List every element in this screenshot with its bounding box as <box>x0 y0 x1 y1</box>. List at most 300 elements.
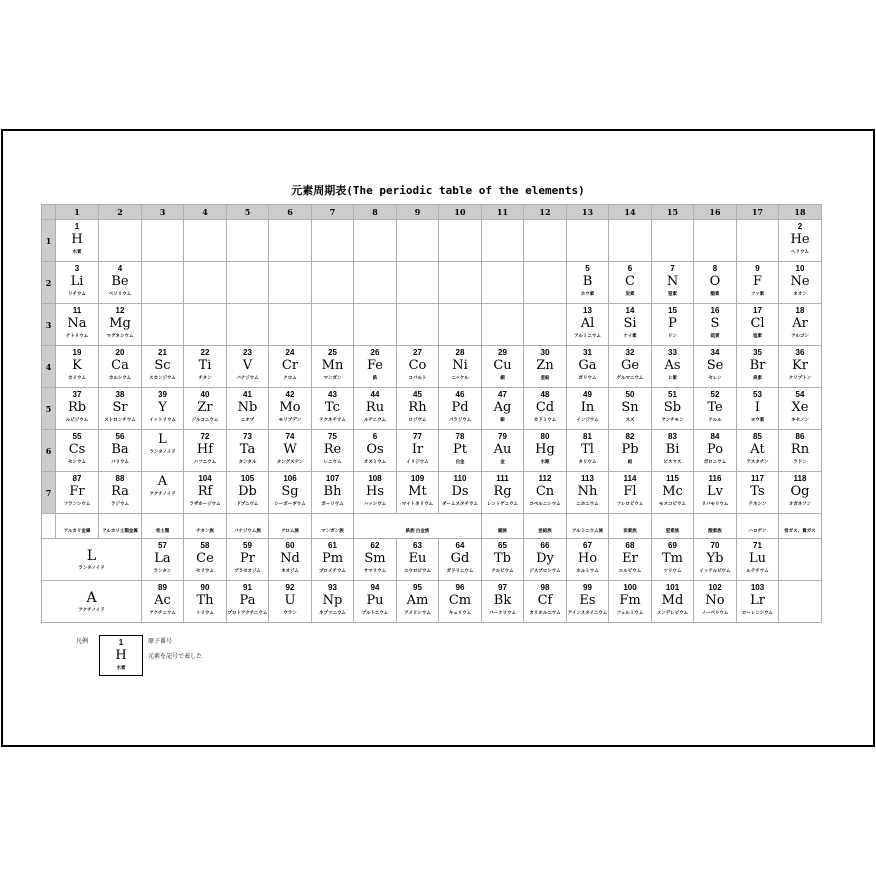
element-symbol: La <box>154 551 171 566</box>
element-symbol: Ds <box>451 484 469 499</box>
atomic-number: 94 <box>370 583 380 592</box>
element-symbol: Ti <box>198 358 212 373</box>
element-symbol: Ni <box>452 358 468 373</box>
element-name: 銀 <box>500 417 505 422</box>
element-cell <box>439 388 482 430</box>
element-cell <box>269 388 312 430</box>
legend-label: 凡例 <box>76 638 89 645</box>
element-symbol: Os <box>366 442 384 457</box>
element-symbol: Nb <box>237 400 258 415</box>
element-symbol: Sb <box>663 400 682 415</box>
atomic-number: 79 <box>498 432 507 441</box>
element-cell <box>652 581 694 623</box>
group-header: 8 <box>354 205 397 220</box>
atomic-number: 22 <box>200 348 210 357</box>
group-header: 16 <box>694 205 737 220</box>
atomic-number: 114 <box>623 474 637 483</box>
element-cell <box>354 581 397 623</box>
element-name: カリホルニウム <box>529 610 561 615</box>
element-symbol: At <box>750 442 765 457</box>
period-header: 7 <box>42 472 56 514</box>
element-name: ローレンシウム <box>741 610 774 615</box>
element-symbol: Re <box>323 442 342 457</box>
group-header: 15 <box>652 205 694 220</box>
element-name: ラドン <box>793 459 807 464</box>
element-name: フェルミウム <box>616 610 644 615</box>
element-cell <box>524 220 567 262</box>
element-name: テクネチウム <box>319 417 346 422</box>
element-symbol: Ir <box>411 442 424 457</box>
element-cell <box>142 220 184 262</box>
element-symbol: Eu <box>408 551 427 566</box>
element-cell <box>99 346 142 388</box>
element-cell <box>142 581 184 623</box>
element-cell <box>439 262 482 304</box>
blank-cell <box>42 514 56 539</box>
element-name: マグネシウム <box>106 333 134 338</box>
group-header: 6 <box>269 205 312 220</box>
group-name-cell <box>56 514 99 539</box>
atomic-number: 20 <box>115 348 125 357</box>
group-name-cell <box>99 514 142 539</box>
element-cell <box>397 346 439 388</box>
element-cell <box>354 539 397 581</box>
group-header: 18 <box>779 205 822 220</box>
atomic-number: 26 <box>370 348 380 357</box>
element-cell <box>142 472 184 514</box>
element-symbol: Cn <box>535 484 555 499</box>
element-symbol: O <box>709 274 721 289</box>
atomic-number: 31 <box>583 348 592 357</box>
element-name: フランシウム <box>63 501 91 506</box>
atomic-number: 97 <box>498 583 507 592</box>
atomic-number: 88 <box>115 474 125 483</box>
atomic-number: 112 <box>538 474 552 483</box>
element-symbol: Sr <box>112 400 128 415</box>
period-header: 1 <box>42 220 56 262</box>
element-cell <box>737 430 779 472</box>
element-name: スカンジウム <box>149 375 176 380</box>
atomic-number: 87 <box>72 474 82 483</box>
legend-sample-cell <box>99 635 143 676</box>
atomic-number: 64 <box>455 541 465 550</box>
element-symbol: Np <box>322 593 343 608</box>
blank-cell <box>779 539 822 581</box>
element-name: アルゴン <box>791 333 809 338</box>
atomic-number: 29 <box>498 348 507 357</box>
atomic-number: 52 <box>710 390 720 399</box>
element-symbol: Y <box>158 400 167 415</box>
atomic-number: 92 <box>285 583 295 592</box>
element-cell <box>184 430 227 472</box>
element-name: タンタル <box>238 459 257 464</box>
element-symbol: Pd <box>451 400 469 415</box>
element-symbol: Lv <box>707 484 723 499</box>
element-cell <box>524 539 567 581</box>
element-cell <box>142 388 184 430</box>
atomic-number: 109 <box>410 474 425 483</box>
element-symbol: Au <box>493 442 512 457</box>
legend-symbol: H <box>115 648 127 663</box>
element-name: ジルコニウム <box>191 417 219 422</box>
element-name: モリブデン <box>278 417 302 422</box>
group-name: 鉄族 白金族 <box>405 527 430 533</box>
element-cell <box>269 346 312 388</box>
group-name: 窒素族 <box>665 527 680 533</box>
element-cell <box>397 430 439 472</box>
element-symbol: Es <box>579 593 596 608</box>
element-symbol: Pa <box>239 593 256 608</box>
element-symbol: Ta <box>239 442 256 457</box>
element-cell <box>56 304 99 346</box>
atomic-number: 43 <box>328 390 337 399</box>
header-corner <box>42 205 56 220</box>
atomic-number: 70 <box>710 541 720 550</box>
element-name: ゲルマニウム <box>616 375 644 380</box>
element-name: プルトニウム <box>361 610 389 615</box>
element-cell <box>439 220 482 262</box>
atomic-number: 8 <box>712 264 718 273</box>
element-name: ラザホージウム <box>189 501 221 506</box>
element-symbol: Ba <box>111 442 129 457</box>
element-cell <box>56 430 99 472</box>
atomic-number: 50 <box>625 390 635 399</box>
group-name-cell <box>779 514 822 539</box>
element-name: ハッシウム <box>363 501 387 506</box>
element-symbol: Br <box>749 358 766 373</box>
element-cell <box>694 262 737 304</box>
atomic-number: 83 <box>668 432 677 441</box>
element-cell <box>737 472 779 514</box>
group-name: 希土類 <box>155 527 170 533</box>
element-cell <box>609 472 652 514</box>
element-cell <box>779 262 822 304</box>
atomic-number: 82 <box>625 432 635 441</box>
element-cell <box>737 539 779 581</box>
atomic-number: 48 <box>540 390 550 399</box>
element-symbol: Cs <box>68 442 86 457</box>
element-name: 水銀 <box>540 459 550 464</box>
group-name: 酸素族 <box>708 527 722 533</box>
element-name: ドブニウム <box>236 501 259 506</box>
atomic-number: 58 <box>200 541 210 550</box>
actinides-label-cell <box>42 581 142 623</box>
group-name: ハロゲン <box>748 527 767 533</box>
element-name: ガドリニウム <box>446 568 474 573</box>
element-cell <box>482 220 524 262</box>
group-name-cell <box>482 514 524 539</box>
element-symbol: Ca <box>111 358 129 373</box>
element-name: ストロンチウム <box>104 417 136 422</box>
element-name: カリウム <box>68 375 86 380</box>
element-name: レントゲニウム <box>486 501 519 506</box>
element-symbol: Tl <box>581 442 594 457</box>
element-name: プロメチウム <box>319 568 346 573</box>
element-cell <box>269 430 312 472</box>
element-symbol: Na <box>67 316 87 331</box>
atomic-number: 63 <box>413 541 422 550</box>
atomic-number: 6 <box>372 432 378 441</box>
atomic-number: 38 <box>115 390 125 399</box>
group-name-cell <box>142 514 184 539</box>
element-cell <box>312 346 354 388</box>
group-name: 銅族 <box>498 527 507 533</box>
element-symbol: Zn <box>536 358 554 373</box>
element-cell <box>567 220 609 262</box>
element-cell <box>524 304 567 346</box>
element-cell <box>482 262 524 304</box>
group-header: 2 <box>99 205 142 220</box>
group-name-cell <box>269 514 312 539</box>
element-name: 塩素 <box>753 333 762 338</box>
element-symbol: Cm <box>448 593 472 608</box>
element-symbol: Hg <box>535 442 555 457</box>
element-cell <box>354 262 397 304</box>
element-name: 硫黄 <box>710 333 720 338</box>
atomic-number: 14 <box>625 306 635 315</box>
element-symbol: Hs <box>365 484 384 499</box>
atomic-number: 3 <box>74 264 80 273</box>
element-symbol: Rn <box>790 442 810 457</box>
element-symbol: Ge <box>620 358 640 373</box>
group-name: クロム族 <box>281 527 299 533</box>
element-symbol: Mc <box>662 484 683 499</box>
lanthanides-label-symbol: L <box>86 548 97 564</box>
element-name: ツリウム <box>663 568 682 573</box>
element-symbol: Kr <box>792 358 808 373</box>
element-name: ランタノイド <box>149 449 176 454</box>
element-name: エルビウム <box>618 568 642 573</box>
group-name: チタン族 <box>196 527 214 533</box>
element-cell <box>439 304 482 346</box>
element-cell <box>227 220 269 262</box>
group-name: バナジウム族 <box>234 527 261 533</box>
element-name: ホルミウム <box>576 568 599 573</box>
element-symbol: Ga <box>578 358 597 373</box>
element-cell <box>737 304 779 346</box>
element-name: 鉄 <box>372 375 378 380</box>
element-name: 臭素 <box>753 375 762 380</box>
actinides-label-name: アクチノイド <box>78 607 105 612</box>
element-symbol: K <box>72 358 82 373</box>
atomic-number: 98 <box>540 583 550 592</box>
element-symbol: Zr <box>197 400 213 415</box>
group-header: 4 <box>184 205 227 220</box>
element-cell <box>567 472 609 514</box>
atomic-number: 115 <box>666 474 679 483</box>
atomic-number: 41 <box>243 390 252 399</box>
element-symbol: Md <box>661 593 684 608</box>
atomic-number: 108 <box>368 474 382 483</box>
element-cell <box>609 539 652 581</box>
element-cell <box>184 388 227 430</box>
element-name: プラセオジム <box>234 568 261 573</box>
element-cell <box>354 472 397 514</box>
period-header: 2 <box>42 262 56 304</box>
element-name: オスミウム <box>363 459 387 464</box>
element-name: カルシウム <box>108 375 132 380</box>
group-header: 3 <box>142 205 184 220</box>
element-symbol: Pr <box>240 551 255 566</box>
atomic-number: 6 <box>627 264 633 273</box>
element-name: ヒ素 <box>668 375 677 380</box>
element-symbol: Tc <box>325 400 340 415</box>
element-name: シーボーギウム <box>274 501 306 506</box>
element-symbol: Te <box>707 400 723 415</box>
atomic-number: 95 <box>413 583 422 592</box>
atomic-number: 54 <box>795 390 805 399</box>
element-symbol: Mg <box>109 316 131 331</box>
element-symbol: Tb <box>494 551 511 566</box>
element-cell <box>227 581 269 623</box>
blank-cell <box>779 581 822 623</box>
group-name-cell <box>694 514 737 539</box>
element-name: ネオン <box>793 291 807 296</box>
atomic-number: 67 <box>583 541 592 550</box>
element-cell <box>312 262 354 304</box>
element-cell <box>56 388 99 430</box>
element-symbol: Sn <box>621 400 639 415</box>
element-symbol: Ho <box>577 551 598 566</box>
element-symbol: He <box>790 232 810 247</box>
element-cell <box>652 430 694 472</box>
element-name: テルビウム <box>491 568 514 573</box>
element-name: コバルト <box>408 375 427 380</box>
element-cell <box>397 220 439 262</box>
element-name: コペルニシウム <box>529 501 561 506</box>
atomic-number: 11 <box>72 306 82 315</box>
element-name: ネオジム <box>281 568 299 573</box>
element-name: イリジウム <box>406 459 429 464</box>
element-symbol: Nd <box>280 551 300 566</box>
atomic-number: 116 <box>708 474 722 483</box>
element-name: アメリシウム <box>404 610 431 615</box>
element-symbol: Rh <box>408 400 427 415</box>
element-name: イッテルビウム <box>699 568 731 573</box>
element-cell <box>312 430 354 472</box>
element-name: ホウ素 <box>580 291 595 296</box>
page-title: 元素周期表(The periodic table of the elements) <box>291 184 585 197</box>
atomic-number: 9 <box>755 264 760 273</box>
group-name-cell <box>184 514 227 539</box>
element-cell <box>397 581 439 623</box>
element-cell <box>142 346 184 388</box>
element-symbol: Ne <box>790 274 810 289</box>
element-name: ポロニウム <box>703 459 727 464</box>
element-symbol: Bk <box>493 593 512 608</box>
atomic-number: 93 <box>328 583 337 592</box>
element-symbol: P <box>668 316 677 331</box>
element-symbol: Mt <box>408 484 427 499</box>
element-name: リン <box>668 333 677 338</box>
element-name: キセノン <box>791 417 809 422</box>
atomic-number: 16 <box>710 306 720 315</box>
element-symbol: Cu <box>493 358 512 373</box>
element-symbol: Ce <box>196 551 214 566</box>
element-name: レニウム <box>323 459 342 464</box>
element-name: ネプツニウム <box>319 610 346 615</box>
atomic-number: 113 <box>581 474 594 483</box>
element-symbol: Tm <box>662 551 683 566</box>
element-name: マイトネリウム <box>401 501 434 506</box>
element-name: イットリウム <box>149 417 176 422</box>
element-cell <box>652 220 694 262</box>
element-symbol: Ts <box>750 484 765 499</box>
element-symbol: Lu <box>748 551 766 566</box>
element-cell <box>524 430 567 472</box>
atomic-number: 56 <box>115 432 125 441</box>
element-cell <box>184 539 227 581</box>
element-symbol: Rf <box>197 484 213 499</box>
element-cell <box>312 388 354 430</box>
element-cell <box>227 262 269 304</box>
element-cell <box>737 581 779 623</box>
element-cell <box>184 262 227 304</box>
element-name: ガリウム <box>578 375 597 380</box>
element-cell <box>482 430 524 472</box>
group-name-cell <box>567 514 609 539</box>
period-header: 6 <box>42 430 56 472</box>
element-name: オガネソン <box>788 501 812 506</box>
atomic-number: 12 <box>115 306 125 315</box>
element-cell <box>609 581 652 623</box>
atomic-number: 62 <box>370 541 380 550</box>
atomic-number: 21 <box>158 348 167 357</box>
element-cell <box>694 472 737 514</box>
atomic-number: 28 <box>455 348 465 357</box>
element-symbol: Ag <box>493 400 512 415</box>
element-cell <box>609 220 652 262</box>
legend-name: 水素 <box>116 665 126 670</box>
element-cell <box>269 220 312 262</box>
element-cell <box>184 581 227 623</box>
group-name-cell <box>652 514 694 539</box>
element-symbol: Se <box>706 358 724 373</box>
element-name: モスコビウム <box>659 501 686 506</box>
atomic-number: 103 <box>750 583 765 592</box>
element-symbol: F <box>752 274 763 289</box>
element-symbol: No <box>705 593 725 608</box>
element-name: メンデレビウム <box>656 610 689 615</box>
element-name: ハフニウム <box>193 459 217 464</box>
element-cell <box>397 388 439 430</box>
element-cell <box>354 304 397 346</box>
element-name: テネシン <box>748 501 767 506</box>
atomic-number: 19 <box>72 348 82 357</box>
element-cell <box>439 430 482 472</box>
element-cell <box>439 539 482 581</box>
atomic-number: 18 <box>795 306 805 315</box>
period-header: 4 <box>42 346 56 388</box>
element-symbol: In <box>580 400 595 415</box>
element-cell <box>99 430 142 472</box>
element-cell <box>609 262 652 304</box>
element-cell <box>354 346 397 388</box>
element-name: アインスタイニウム <box>567 610 608 615</box>
element-cell <box>737 346 779 388</box>
element-name: バリウム <box>111 459 129 464</box>
element-cell <box>354 430 397 472</box>
atomic-number: 68 <box>625 541 635 550</box>
element-cell <box>482 388 524 430</box>
element-symbol: Al <box>580 316 595 331</box>
element-cell <box>694 220 737 262</box>
atomic-number: 45 <box>413 390 422 399</box>
element-cell <box>737 262 779 304</box>
element-name: ウラン <box>283 610 297 615</box>
lanthanides-label-name: ランタノイド <box>78 565 105 570</box>
element-symbol: As <box>664 358 681 373</box>
